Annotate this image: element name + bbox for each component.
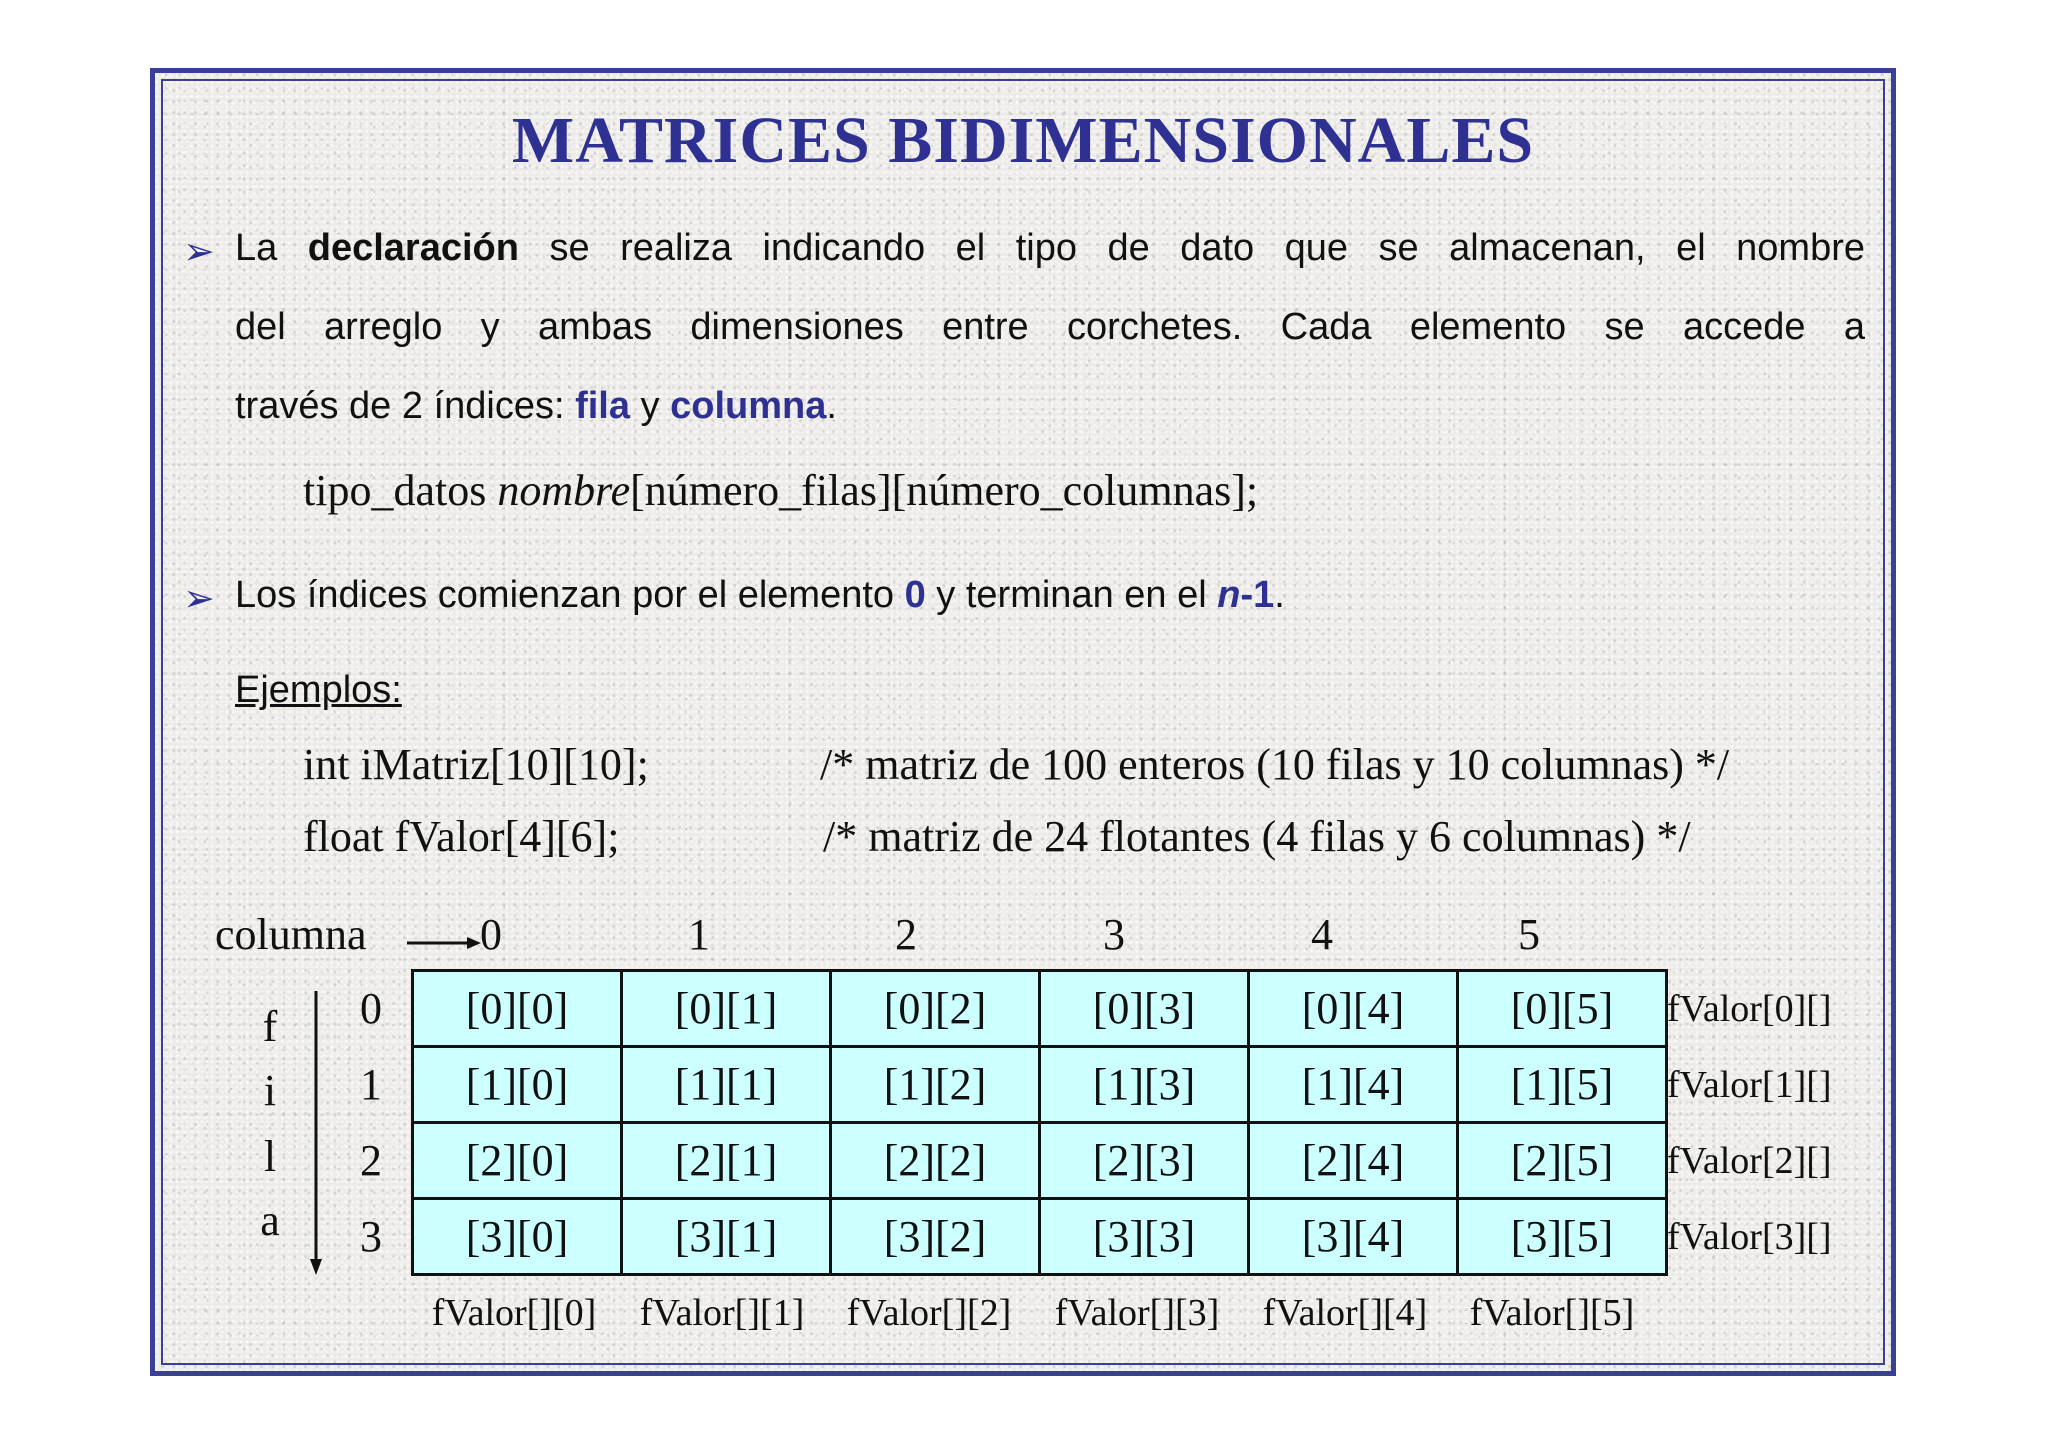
nombre-italic: nombre [497,466,631,515]
matrix-cell: [2][0] [413,1123,622,1199]
col-index-4: 4 [1311,910,1333,959]
col-label-1: fValor[][1] [639,1292,805,1334]
bullet1-line3 [235,385,837,428]
matrix-grid [411,969,1668,1276]
col-label-2: fValor[][2] [846,1292,1012,1334]
matrix-cell: [3][5] [1458,1199,1667,1275]
matrix-cell: [2][2] [831,1123,1040,1199]
row-label-0: fValor[0][] [1667,988,1832,1030]
text-run: Los índices comienzan por el elemento [235,574,905,616]
matrix-cell: [3][4] [1249,1199,1458,1275]
minus-one-highlight: -1 [1240,574,1275,616]
matrix-cell: [1][1] [622,1047,831,1123]
col-label-4: fValor[][4] [1262,1292,1428,1334]
text-run: tipo_datos [303,466,498,515]
fila-letter-l: l [263,1132,277,1181]
row-label-3: fValor[3][] [1667,1216,1832,1258]
bullet2-text [235,574,1285,617]
col-index-0: 0 [480,910,502,959]
matrix-cell: [0][4] [1249,971,1458,1047]
zero-highlight: 0 [904,574,926,616]
matrix-cell: [2][1] [622,1123,831,1199]
matrix-cell: [3][3] [1040,1199,1249,1275]
matrix-cell: [1][2] [831,1047,1040,1123]
declaracion-bold: declaración [307,227,519,269]
row-index-3: 3 [360,1212,382,1261]
bullet1-line1 [235,227,1865,270]
table-row [413,1123,1667,1199]
slide-title: MATRICES BIDIMENSIONALES [511,104,1535,177]
matrix-cell: [0][3] [1040,971,1249,1047]
row-label-2: fValor[2][] [1667,1140,1832,1182]
col-index-5: 5 [1518,910,1540,959]
matrix-cell: [0][2] [831,971,1040,1047]
matrix-cell: [1][3] [1040,1047,1249,1123]
bullet-arrow-icon: ➢ [183,231,215,273]
row-label-1: fValor[1][] [1667,1064,1832,1106]
example2-code: float fValor[4][6]; [303,812,620,861]
text-run: se realiza indicando el tipo de dato que se almacenan, el nombre [518,227,1865,269]
slide [150,68,1896,1376]
row-index-2: 2 [360,1136,382,1185]
columna-label: columna [215,910,367,959]
matrix-cell: [0][0] [413,971,622,1047]
columna-keyword: columna [670,385,827,427]
text-run: . [1274,574,1285,616]
matrix-cell: [1][0] [413,1047,622,1123]
example1-code: int iMatriz[10][10]; [303,740,649,789]
fila-letter-a: a [260,1196,280,1245]
bullet1-line2: del arreglo y ambas dimensiones entre corchetes. Cada elemento se accede a [235,306,1865,348]
matrix-cell: [2][5] [1458,1123,1667,1199]
text-run: [número_filas][número_columnas]; [630,466,1259,515]
col-label-5: fValor[][5] [1469,1292,1635,1334]
col-label-3: fValor[][3] [1054,1292,1220,1334]
matrix-cell: [2][4] [1249,1123,1458,1199]
text-run: través de 2 índices: [235,385,576,427]
col-label-0: fValor[][0] [431,1292,597,1334]
row-index-1: 1 [360,1060,382,1109]
col-index-3: 3 [1103,910,1125,959]
n-highlight: n [1217,574,1241,616]
column-arrow-icon [407,935,481,951]
text-run: . [826,385,837,427]
matrix-cell: [0][5] [1458,971,1667,1047]
col-index-2: 2 [895,910,917,959]
text-run: La [235,227,308,269]
matrix-cell: [1][5] [1458,1047,1667,1123]
row-index-0: 0 [360,984,382,1033]
matrix-cell: [0][1] [622,971,831,1047]
bullet-arrow-icon: ➢ [183,578,215,620]
example2-comment: /* matriz de 24 flotantes (4 filas y 6 columnas) */ [823,812,1691,861]
examples-heading: Ejemplos: [235,669,402,711]
table-row [413,1199,1667,1275]
matrix-cell: [1][4] [1249,1047,1458,1123]
example1-comment: /* matriz de 100 enteros (10 filas y 10 columnas) */ [820,740,1730,789]
fila-letter-i: i [263,1066,277,1115]
declaration-syntax [303,465,1258,516]
table-row [413,1047,1667,1123]
text-run: y [629,385,671,427]
table-row [413,971,1667,1047]
fila-keyword: fila [575,385,630,427]
fila-letter-f: f [262,1002,278,1051]
matrix-cell: [2][3] [1040,1123,1249,1199]
matrix-cell: [3][0] [413,1199,622,1275]
col-index-1: 1 [688,910,710,959]
matrix-cell: [3][1] [622,1199,831,1275]
matrix-cell: [3][2] [831,1199,1040,1275]
fila-arrow-icon [308,991,324,1275]
text-run: y terminan en el [925,574,1218,616]
